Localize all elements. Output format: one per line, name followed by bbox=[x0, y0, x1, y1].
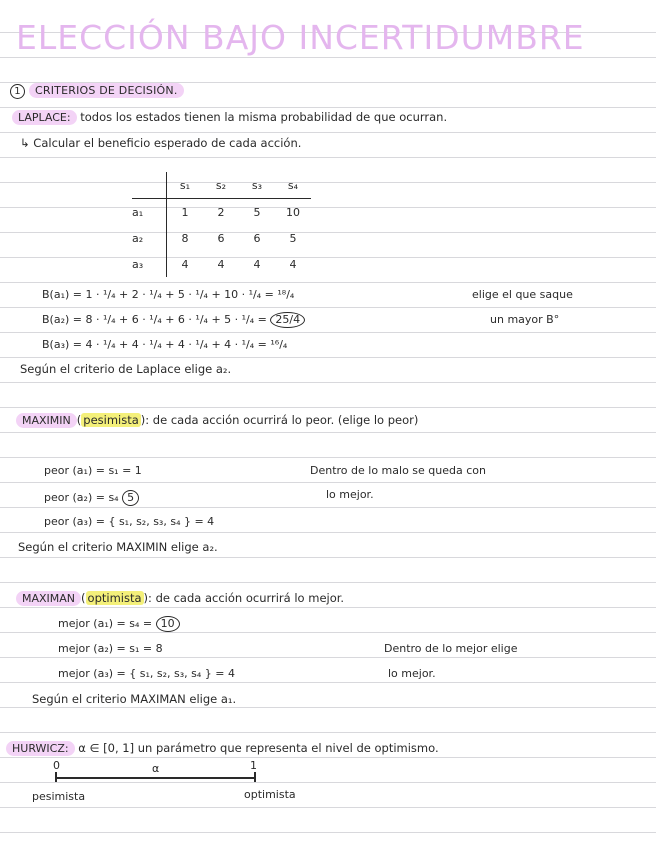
axis-tick bbox=[55, 772, 57, 782]
expected-value-a2-formula: B(a₂) = 8 · ¹/₄ + 6 · ¹/₄ + 6 · ¹/₄ + 5 · ¹/₄ = bbox=[42, 313, 267, 326]
laplace-label: LAPLACE: bbox=[12, 110, 77, 125]
table-cell: 4 bbox=[217, 257, 225, 271]
table-header: s₂ bbox=[203, 172, 239, 199]
best-a1-formula: mejor (a₁) = s₄ = bbox=[58, 617, 153, 630]
table-row bbox=[132, 225, 311, 251]
table-cell: 4 bbox=[181, 257, 189, 271]
paren: ( bbox=[81, 591, 86, 605]
worst-a3: peor (a₃) = { s₁, s₂, s₃, s₄ } = 4 bbox=[44, 515, 215, 528]
maximin-conclusion: Según el criterio MAXIMIN elige a₂. bbox=[18, 540, 218, 554]
table-cell: 6 bbox=[253, 231, 261, 245]
table-cell: 2 bbox=[217, 205, 225, 219]
maximin-label: MAXIMIN bbox=[16, 413, 77, 428]
scale-start: 0 bbox=[53, 759, 60, 772]
laplace-conclusion: Según el criterio de Laplace elige a₂. bbox=[20, 362, 232, 376]
row-label: a₁ bbox=[132, 199, 167, 226]
laplace-definition bbox=[12, 110, 447, 124]
payoff-table bbox=[132, 172, 311, 277]
maximin-note: lo mejor. bbox=[326, 488, 374, 501]
maximax-note: Dentro de lo mejor elige bbox=[384, 642, 518, 655]
maximax-note: lo mejor. bbox=[388, 667, 436, 680]
table-cell: 8 bbox=[181, 231, 189, 245]
axis-label-left: pesimista bbox=[32, 790, 86, 803]
laplace-subtext: ↳ Calcular el beneficio esperado de cada acción. bbox=[20, 136, 302, 150]
table-cell: 10 bbox=[286, 205, 300, 219]
best-a3: mejor (a₃) = { s₁, s₂, s₃, s₄ } = 4 bbox=[58, 667, 235, 680]
axis-label-right: optimista bbox=[244, 788, 296, 801]
maximax-text: ): de cada acción ocurrirá lo mejor. bbox=[143, 591, 345, 605]
table-cell: 1 bbox=[181, 205, 189, 219]
table-cell: 4 bbox=[253, 257, 261, 271]
circled-result: 5 bbox=[122, 490, 139, 506]
table-cell: 5 bbox=[289, 231, 297, 245]
table-header: s₄ bbox=[275, 172, 311, 199]
scale-alpha: α bbox=[152, 762, 160, 775]
maximin-text: ): de cada acción ocurrirá lo peor. (elige lo peor) bbox=[140, 413, 419, 427]
hurwicz-label: HURWICZ: bbox=[6, 741, 75, 756]
hurwicz-definition bbox=[6, 741, 439, 755]
expected-value-a3: B(a₃) = 4 · ¹/₄ + 4 · ¹/₄ + 4 · ¹/₄ + 4 · ¹/₄ = ¹⁶/₄ bbox=[42, 338, 288, 351]
circled-result: 10 bbox=[156, 616, 180, 632]
table-header: s₃ bbox=[239, 172, 275, 199]
axis-tick bbox=[254, 772, 256, 782]
table-corner bbox=[132, 172, 167, 199]
worst-a2 bbox=[44, 490, 139, 506]
section-title: CRITERIOS DE DECISIÓN. bbox=[29, 83, 184, 98]
paren: ( bbox=[76, 413, 82, 427]
row-label: a₃ bbox=[132, 251, 167, 277]
table-cell: 4 bbox=[289, 257, 297, 271]
maximax-label: MAXIMAN bbox=[16, 591, 81, 606]
maximin-highlight: pesimista bbox=[83, 413, 139, 427]
best-a2: mejor (a₂) = s₁ = 8 bbox=[58, 642, 163, 655]
hurwicz-text: α ∈ [0, 1] un parámetro que representa el nivel de optimismo. bbox=[78, 741, 439, 755]
best-a1 bbox=[58, 616, 180, 632]
table-row bbox=[132, 199, 311, 226]
row-label: a₂ bbox=[132, 225, 167, 251]
laplace-note: elige el que saque bbox=[472, 288, 573, 301]
table-cell: 5 bbox=[253, 205, 261, 219]
maximin-definition bbox=[16, 413, 418, 427]
page-title: ELECCIÓN BAJO INCERTIDUMBRE bbox=[16, 18, 585, 57]
table-row bbox=[132, 251, 311, 277]
worst-a1: peor (a₁) = s₁ = 1 bbox=[44, 464, 142, 477]
scale-end: 1 bbox=[250, 759, 257, 772]
maximin-note: Dentro de lo malo se queda con bbox=[310, 464, 486, 477]
maximax-definition bbox=[16, 591, 344, 605]
expected-value-a1: B(a₁) = 1 · ¹/₄ + 2 · ¹/₄ + 5 · ¹/₄ + 10 · ¹/₄ = ¹⁸/₄ bbox=[42, 288, 295, 301]
maximax-conclusion: Según el criterio MAXIMAN elige a₁. bbox=[32, 692, 237, 706]
section-number: 1 bbox=[10, 84, 25, 99]
laplace-note: un mayor B° bbox=[490, 313, 560, 326]
laplace-text: todos los estados tienen la misma probabilidad de que ocurran. bbox=[80, 110, 448, 124]
maximax-highlight: optimista bbox=[87, 591, 142, 605]
worst-a2-formula: peor (a₂) = s₄ bbox=[44, 491, 119, 504]
section-heading bbox=[10, 84, 184, 99]
optimism-axis bbox=[55, 777, 255, 779]
table-cell: 6 bbox=[217, 231, 225, 245]
table-header: s₁ bbox=[167, 172, 204, 199]
circled-result: 25/4 bbox=[270, 312, 305, 328]
expected-value-a2 bbox=[42, 312, 305, 328]
